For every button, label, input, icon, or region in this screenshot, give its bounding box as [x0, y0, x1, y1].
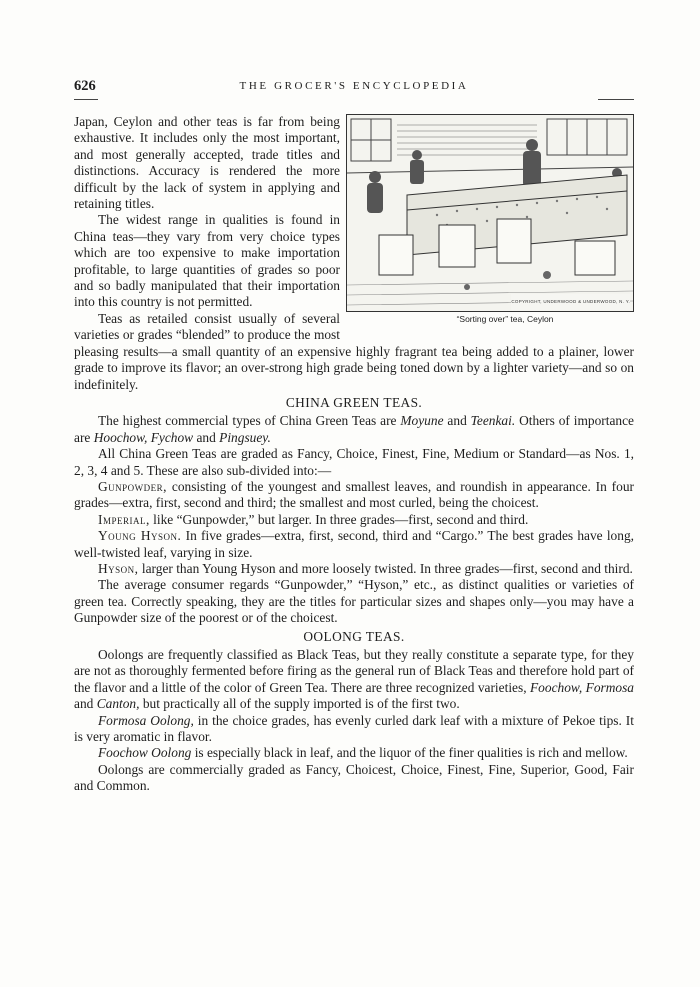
figure-caption: “Sorting over” tea, Ceylon	[456, 314, 554, 324]
term-hyson: Hyson,	[98, 560, 139, 576]
gunpowder-paragraph	[74, 479, 634, 512]
term-pingsuey: Pingsuey.	[219, 429, 271, 445]
oolong-p1-and: and	[74, 696, 97, 712]
figure	[346, 114, 634, 336]
term-formosa-oolong: Formosa Oolong,	[98, 712, 194, 728]
term-young-hyson: Young Hyson.	[98, 528, 182, 544]
gunpowder-text: consisting of the youngest and smallest leaves, and roundish in appearance. In four grades—extra, first, second and third; the smallest and most curled, being the choicest.	[74, 478, 634, 511]
term-imperial: Imperial,	[98, 511, 150, 527]
term-hoochow-fychow: Hoochow, Fychow	[93, 429, 194, 445]
consumer-paragraph: The average consumer regards “Gunpowder,” “Hyson,” etc., as distinct qualities or varieties of green tea. Correctly speaking, they are the titles for particular sizes and shapes only—you may have a Gunpowder size of the poorest or of the choicest.	[74, 577, 634, 626]
oolong-paragraph-1	[74, 647, 634, 713]
foochow-text: is especially black in leaf, and the liquor of the finer qualities is rich and mellow.	[191, 745, 628, 761]
body-text	[74, 114, 634, 795]
intro-paragraph-3: Teas as retailed consist usually of several varieties or grades “blended” to produce the most pleasing results—a small quantity of an expensive highly fragrant tea being added to a plainer, lower grade to improve its flavor; an over-strong high grade being toned down by a lighter variety—and so on indefinitely.	[74, 310, 634, 392]
green-paragraph-1	[74, 413, 634, 446]
page-number: 626	[74, 78, 96, 94]
term-foochow-oolong: Foochow Oolong	[98, 745, 192, 761]
intro-paragraph-1: Japan, Ceylon and other teas is far from being exhaustive. It includes only the most important, and most generally accepted, trade titles and distinctions. Accuracy is rendered the more difficult by the lack of system in applying and retaining titles.	[74, 114, 340, 212]
green-p1-text-a: The highest commercial types of China Green Teas are	[98, 413, 401, 429]
term-teenkai: Teenkai.	[470, 413, 516, 429]
green-paragraph-grades: All China Green Teas are graded as Fancy, Choice, Finest, Fine, Medium or Standard—as Nos. 1, 2, 3, 4 and 5. These are also sub-divided into:—	[74, 446, 634, 478]
photo-illustration	[347, 115, 633, 311]
section-heading-oolong: OOLONG TEAS.	[303, 628, 405, 644]
oolong-p1-text-a: Oolongs are frequently classified as Black Teas, but they really constitute a separate type, for they are not as thoroughly fermented before firing as the general run of Black Teas and therefore hold part of the flavor and a little of the color of Green Tea. There are three recognized varieties,	[74, 647, 634, 695]
tea-sorting-photo	[346, 114, 634, 312]
term-canton: Canton,	[96, 696, 140, 712]
header-rule-left	[74, 99, 98, 100]
header-rule-right	[598, 99, 634, 100]
formosa-text: in the choice grades, has evenly curled dark leaf with a mixture of Pekoe tips. It is very aromatic in flavor.	[74, 712, 634, 745]
hyson-paragraph	[74, 561, 634, 577]
oolong-p1-text-b: but practically all of the supply imported is of the first two.	[139, 696, 460, 712]
page-header	[74, 78, 634, 96]
hyson-text: larger than Young Hyson and more loosely twisted. In three grades—first, second and third.	[138, 560, 633, 576]
term-moyune: Moyune	[400, 413, 444, 429]
imperial-text: like “Gunpowder,” but larger. In three grades—first, second and third.	[149, 511, 529, 527]
term-gunpowder: Gunpowder,	[98, 478, 168, 494]
young-hyson-text: In five grades—extra, first, second, third and “Cargo.” The best grades have long, well-twisted leaf, varying in size.	[74, 528, 634, 560]
photo-credit: COPYRIGHT, UNDERWOOD & UNDERWOOD, N. Y.	[511, 294, 630, 310]
running-title: THE GROCER'S ENCYCLOPEDIA	[239, 80, 469, 92]
young-hyson-paragraph	[74, 528, 634, 561]
intro-paragraph-2: The widest range in qualities is found in China teas—they vary from very choice types which are too expensive to make importation profitable, to large quantities of grades so poor and so badly manipulated that their importation into this country is not permitted.	[74, 212, 340, 310]
oolong-grades-paragraph: Oolongs are commercially graded as Fancy, Choicest, Choice, Finest, Fine, Superior, Good, Fair and Common.	[74, 761, 634, 794]
section-heading-green: CHINA GREEN TEAS.	[285, 394, 423, 410]
green-p1-and-2: and	[193, 429, 220, 445]
green-p1-text-b: Others of importance are	[74, 413, 634, 445]
formosa-paragraph	[74, 713, 634, 746]
imperial-paragraph	[74, 512, 634, 528]
foochow-paragraph	[74, 745, 634, 761]
green-p1-and-1: and	[443, 413, 471, 429]
term-foochow-formosa: Foochow, Formosa	[530, 679, 634, 695]
